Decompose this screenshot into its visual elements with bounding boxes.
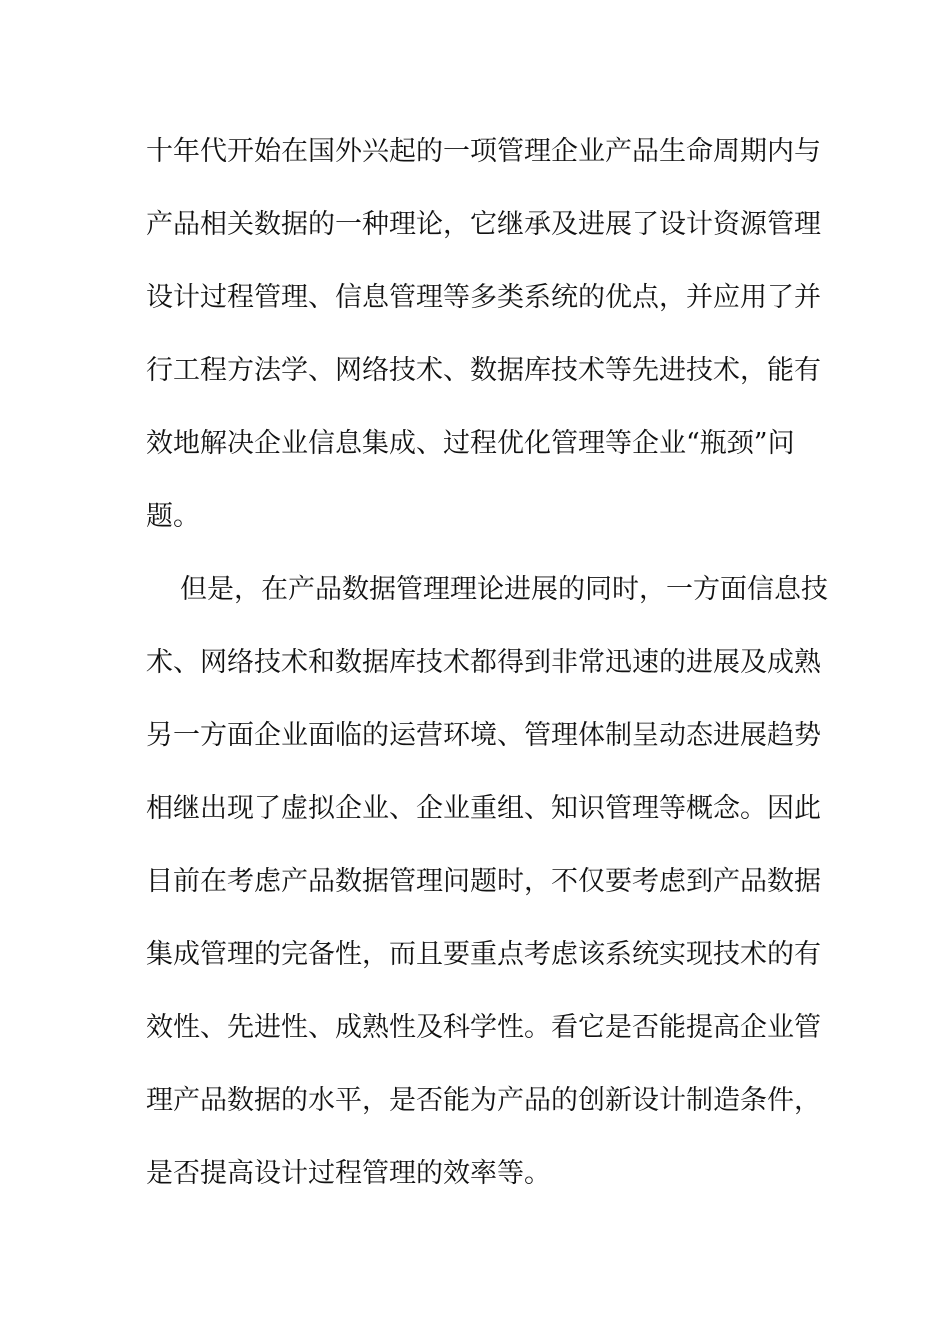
body-text-line: 产品相关数据的一种理论，它继承及进展了设计资源管理 — [146, 209, 821, 240]
body-text-line: 集成管理的完备性，而且要重点考虑该系统实现技术的有 — [146, 939, 821, 970]
body-text-line: 是否提高设计过程管理的效率等。 — [146, 1158, 551, 1189]
body-text-line: 相继出现了虚拟企业、企业重组、知识管理等概念。因此 — [146, 793, 821, 824]
body-text-line: 题。 — [146, 501, 200, 532]
body-text-line: 十年代开始在国外兴起的一项管理企业产品生命周期内与 — [146, 136, 821, 167]
body-text-line: 术、网络技术和数据库技术都得到非常迅速的进展及成熟 — [146, 647, 821, 678]
body-text-line: 设计过程管理、信息管理等多类系统的优点，并应用了并 — [146, 282, 821, 313]
paragraph-first-line: 但是，在产品数据管理理论进展的同时，一方面信息技 — [180, 574, 828, 605]
body-text-line: 行工程方法学、网络技术、数据库技术等先进技术，能有 — [146, 355, 821, 386]
body-text-line: 效性、先进性、成熟性及科学性。看它是否能提高企业管 — [146, 1012, 821, 1043]
body-text-line: 另一方面企业面临的运营环境、管理体制呈动态进展趋势 — [146, 720, 821, 751]
body-text-line: 效地解决企业信息集成、过程优化管理等企业“瓶颈”问 — [146, 428, 795, 459]
body-text-line: 目前在考虑产品数据管理问题时，不仅要考虑到产品数据 — [146, 866, 821, 897]
body-text-line: 理产品数据的水平，是否能为产品的创新设计制造条件， — [146, 1085, 821, 1116]
